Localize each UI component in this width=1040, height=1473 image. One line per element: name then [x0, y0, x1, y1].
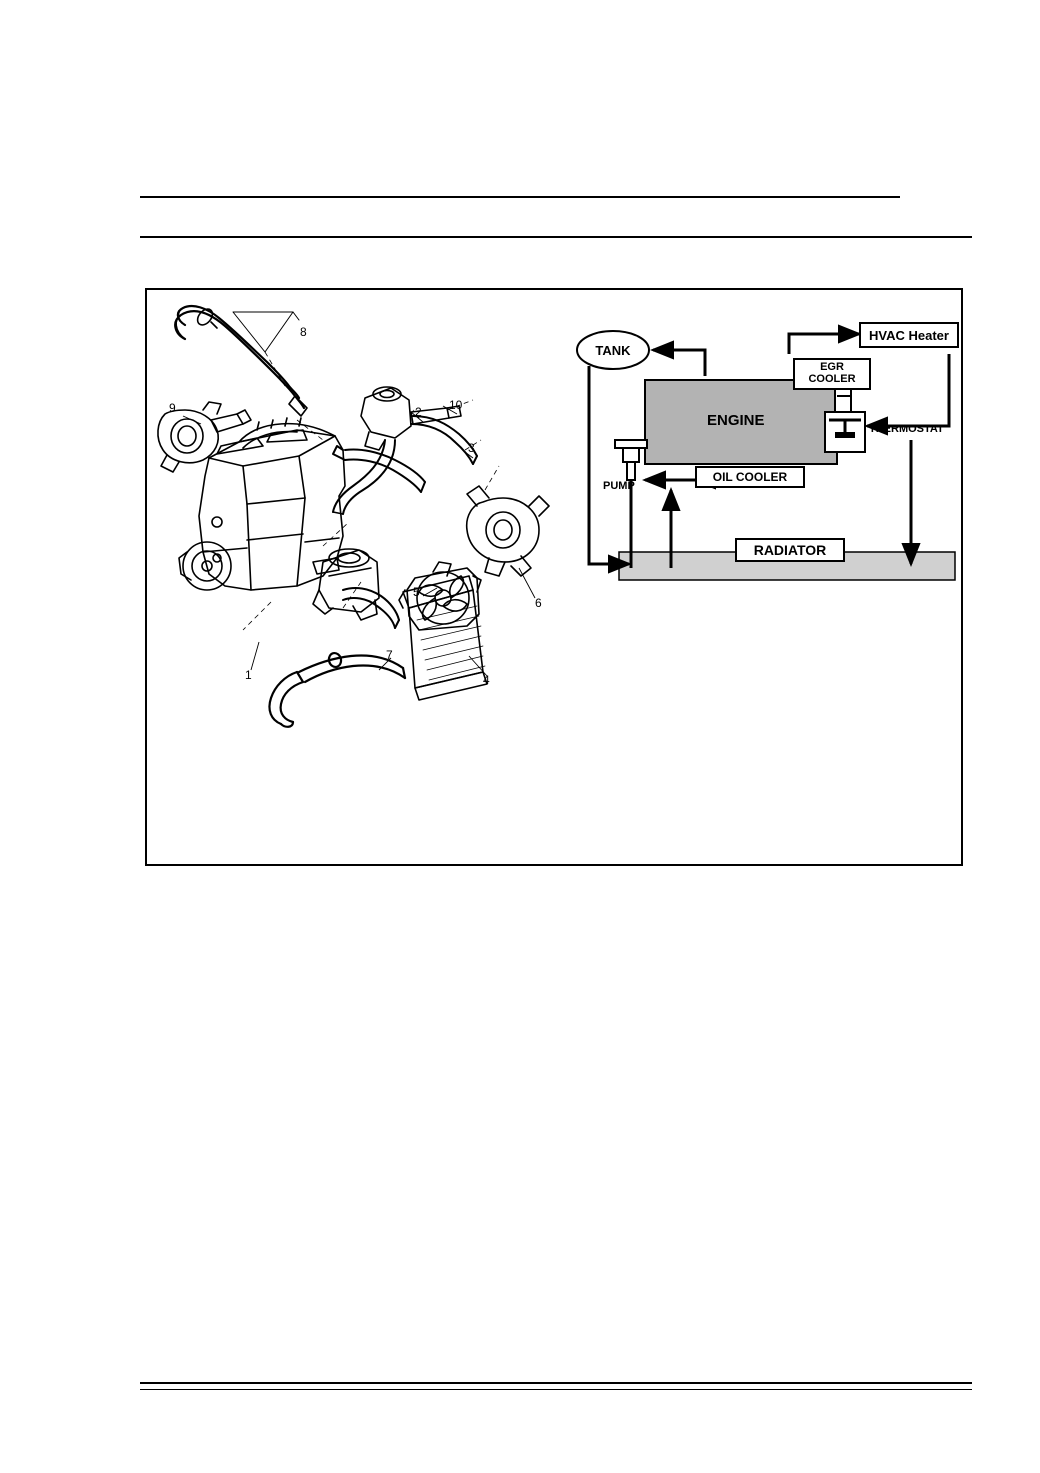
header-rule-upper: [140, 196, 900, 198]
callout-9: 9: [169, 401, 176, 415]
egr-cooler-label-line1: EGR: [820, 361, 844, 374]
oil-cooler-label: OIL COOLER: [712, 470, 788, 484]
egr-cooler-box: [793, 358, 871, 390]
callout-2: 2: [415, 405, 422, 419]
egr-cooler-label-line2: COOLER: [808, 373, 856, 385]
callout-8: 8: [300, 325, 307, 339]
thermostat-label: THERMOSTAT: [869, 423, 944, 435]
callout-4: 4: [483, 673, 490, 687]
callout-6: 6: [535, 596, 542, 610]
footer-rule-lower: [140, 1389, 972, 1390]
radiator-box: [735, 538, 845, 562]
tank-label: TANK: [595, 343, 631, 358]
radiator-label: RADIATOR: [753, 542, 827, 558]
engine-cooling-system-illustration: [147, 290, 567, 730]
coolant-flow-schematic: [567, 320, 959, 650]
hvac-heater-box: [859, 322, 959, 348]
callout-7: 7: [386, 648, 393, 662]
engine-label: ENGINE: [707, 412, 765, 429]
callout-1: 1: [245, 668, 252, 682]
callout-3: 3: [468, 441, 475, 455]
oil-cooler-box: [695, 466, 805, 488]
footer-rule-upper: [140, 1382, 972, 1384]
pump-label: PUMP: [603, 480, 635, 492]
figure-frame: [145, 288, 963, 866]
header-rule-lower: [140, 236, 972, 238]
hvac-heater-label: HVAC Heater: [869, 327, 949, 343]
callout-5: 5: [413, 585, 420, 599]
callout-10: 10: [449, 398, 463, 412]
engine-illustration-svg: [147, 290, 567, 730]
